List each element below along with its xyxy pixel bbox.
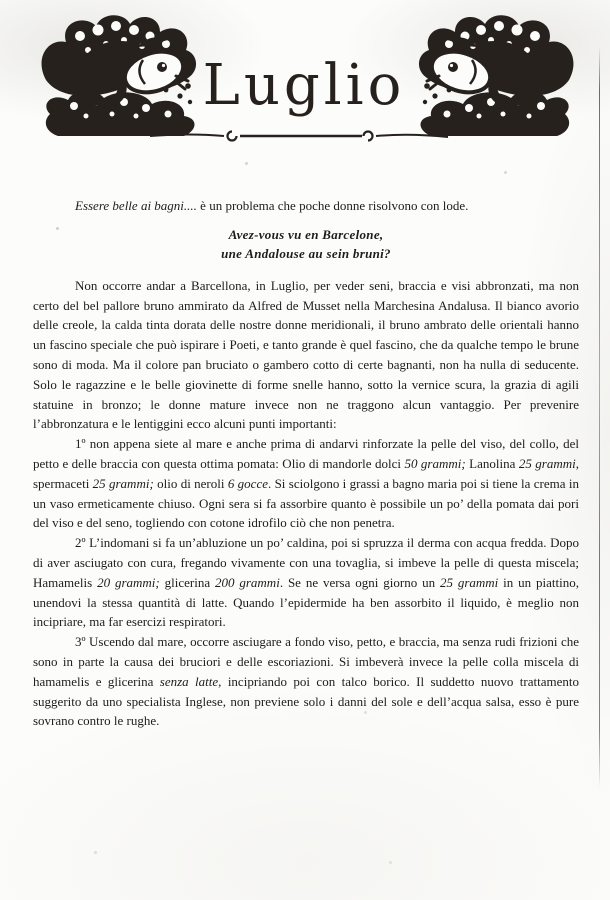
fish-waves-ornament-right <box>419 15 574 136</box>
text-segment: glicerina <box>159 574 215 590</box>
text-segment: . Si sciolgono i grassi a bagno maria poi si tiene la crema in un vaso ermeticamente chiuso. Ogni sera si fa assorbire quanto è possibile un po’ della pomata dai pori del viso e del seno, togliendo con cotone idrofilo ciò che non penetra. <box>33 475 579 531</box>
text-segment: è un problema che poche donne risolvono con lode. <box>200 198 469 213</box>
text-segment: olio di neroli <box>153 475 228 491</box>
text-segment: . Se ne versa ogni giorno un <box>279 574 440 590</box>
divider-line <box>150 132 448 141</box>
body-paragraph-3 <box>33 533 579 632</box>
text-segment: , spermaceti <box>33 455 579 491</box>
page-text-block <box>33 196 579 731</box>
text-segment: 50 grammi; <box>404 455 466 471</box>
fish-waves-ornament-left <box>42 15 197 136</box>
text-segment: , incipriando poi con talco borico. Il suddetto nuovo trattamento suggerito da uno specialista Inglese, non previene solo i danni del sole e dell’acqua salsa, esso è pure sovrano contro le rughe. <box>33 673 580 729</box>
text-segment: Essere belle ai bagni.... <box>75 198 201 213</box>
text-segment: 6 gocce <box>227 475 268 491</box>
text-segment: 2º L’indomani si fa un’abluzione un po’ caldina, poi si spruzza il derma con acqua fredda. Dopo di aver asciugato con cura, fregando vivamente con una tovaglia, si imbeve la pelle di questa miscela; Hamamelis <box>33 535 579 590</box>
body-paragraph-1 <box>33 276 579 434</box>
text-segment: Non occorre andar a Barcellona, in Luglio, per veder seni, braccia e visi abbronzati, ma non certo del bel pallore bruno ammirato da Alfred de Musset nella Marchesina Andalusa. Il bianco avorio delle creole, la calda tinta dorata delle nostre donne meridionali, il bruno ambrato delle orientali hanno un fascino speciale che può ispirare i Poeti, e tanto grande è quel fascino, che da qualche tempo le brune sono di moda. Ma il colore pan bruciato o gambero cotto di certe bagnanti, non ha nulla di seducente. Solo le ragazzine e le belle giovinette di forme snelle hanno, sotto la vernice scura, la grazia di agili statuine in bronzo; le donne mature invece non ne traggono alcun vantaggio. Per prevenire l’abbronzatura e le lentiggini ecco alcuni punti importanti: <box>33 277 579 432</box>
intro-paragraph <box>33 196 579 216</box>
page-edge-shadow <box>599 46 601 788</box>
text-segment: 20 grammi; <box>97 574 160 590</box>
text-segment: Lanolina <box>465 455 519 471</box>
text-segment: senza latte <box>159 673 219 689</box>
paper-specks <box>0 0 1 1</box>
verse-line: Avez-vous vu en Barcelone, <box>228 226 384 242</box>
text-segment: 1º non appena siete al mare e anche prima di andarvi rinforzate la pelle del viso, del collo, del petto e delle braccia con questa ottima pomata: Olio di mandorle dolci <box>33 436 579 471</box>
body-paragraph-4 <box>33 632 579 731</box>
text-segment: 200 grammi <box>214 574 280 590</box>
verse-line: une Andalouse au sein bruni? <box>221 245 391 261</box>
text-segment: in un piattino, unendovi la stessa quantità di latte. Quando l’epidermide ha ben assorbito il liquido, è meglio non incipriare, ma far esercizi respiratori. <box>33 574 579 630</box>
text-segment: 25 grammi; <box>92 475 154 491</box>
text-segment: 25 grammi <box>439 574 499 590</box>
chapter-header <box>0 6 610 148</box>
text-segment: 3º Uscendo dal mare, occorre asciugare a fondo viso, petto, e braccia, ma senza rudi frizioni che sono in parte la causa dei bruciori e delle escoriazioni. Si imbeverà invece la pelle colla miscela di hamamelis e glicerina <box>33 634 579 689</box>
text-segment: 25 grammi <box>518 455 576 471</box>
chapter-title: Luglio <box>202 53 406 118</box>
body-paragraph-2 <box>33 434 579 533</box>
verse-quote <box>33 225 579 263</box>
